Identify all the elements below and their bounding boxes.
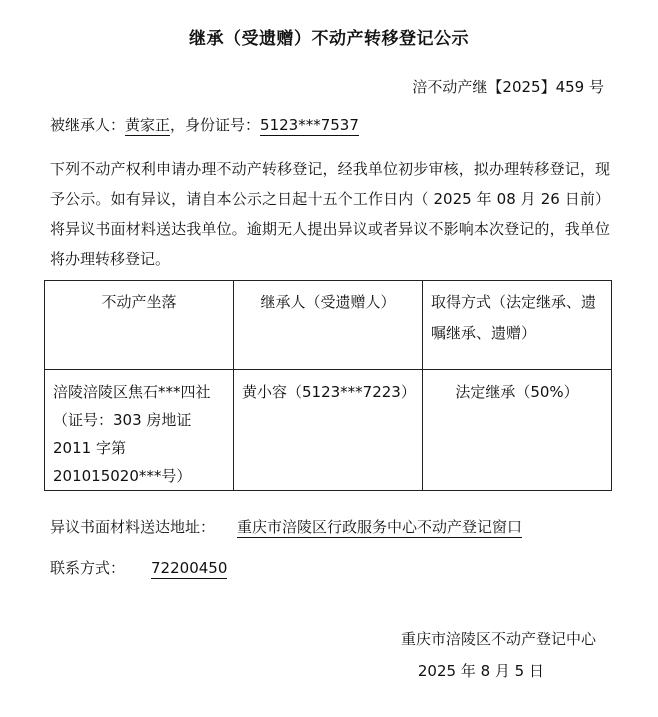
property-table — [44, 280, 612, 491]
objection-address-line — [50, 516, 522, 537]
cell-location: 涪陵涪陵区焦石***四社（证号：303 房地证 2011 字第 201015020***号） — [45, 370, 234, 491]
decedent-name: 黄家正 — [125, 116, 171, 134]
notice-body: 下列不动产权利申请办理不动产转移登记，经我单位初步审核，拟办理转移登记，现予公示。如有异议，请自本公示之日起十五个工作日内（ 2025 年 08 月 26 日前）将异议书面材料送达我单位。逾期无人提出异议或者异议不影响本次登记的，我单位将办理转移登记。 — [50, 160, 610, 268]
objection-address-value: 重庆市涪陵区行政服务中心不动产登记窗口 — [237, 518, 523, 536]
table-row — [45, 370, 612, 491]
contact-line — [50, 557, 227, 578]
contact-label: 联系方式： — [50, 559, 126, 577]
cell-heir: 黄小容（5123***7223） — [234, 370, 423, 491]
decedent-id-label: ，身份证号： — [170, 116, 261, 134]
table-header-row — [45, 281, 612, 370]
issue-date: 2025 年 8 月 5 日 — [417, 662, 544, 680]
document-number: 涪不动产继【2025】459 号 — [412, 78, 604, 96]
decedent-label: 被继承人： — [50, 116, 126, 134]
header-method: 取得方式（法定继承、遗嘱继承、遗赠） — [423, 281, 612, 370]
cell-method: 法定继承（50%） — [423, 370, 612, 491]
header-heir: 继承人（受遗赠人） — [234, 281, 423, 370]
document-title: 继承（受遗赠）不动产转移登记公示 — [189, 29, 469, 49]
contact-value: 72200450 — [151, 559, 228, 577]
objection-address-label: 异议书面材料送达地址： — [50, 518, 216, 536]
decedent-line — [50, 114, 359, 135]
issuer-name: 重庆市涪陵区不动产登记中心 — [400, 630, 596, 648]
decedent-id-value: 5123***7537 — [260, 116, 359, 134]
header-location: 不动产坐落 — [45, 281, 234, 370]
